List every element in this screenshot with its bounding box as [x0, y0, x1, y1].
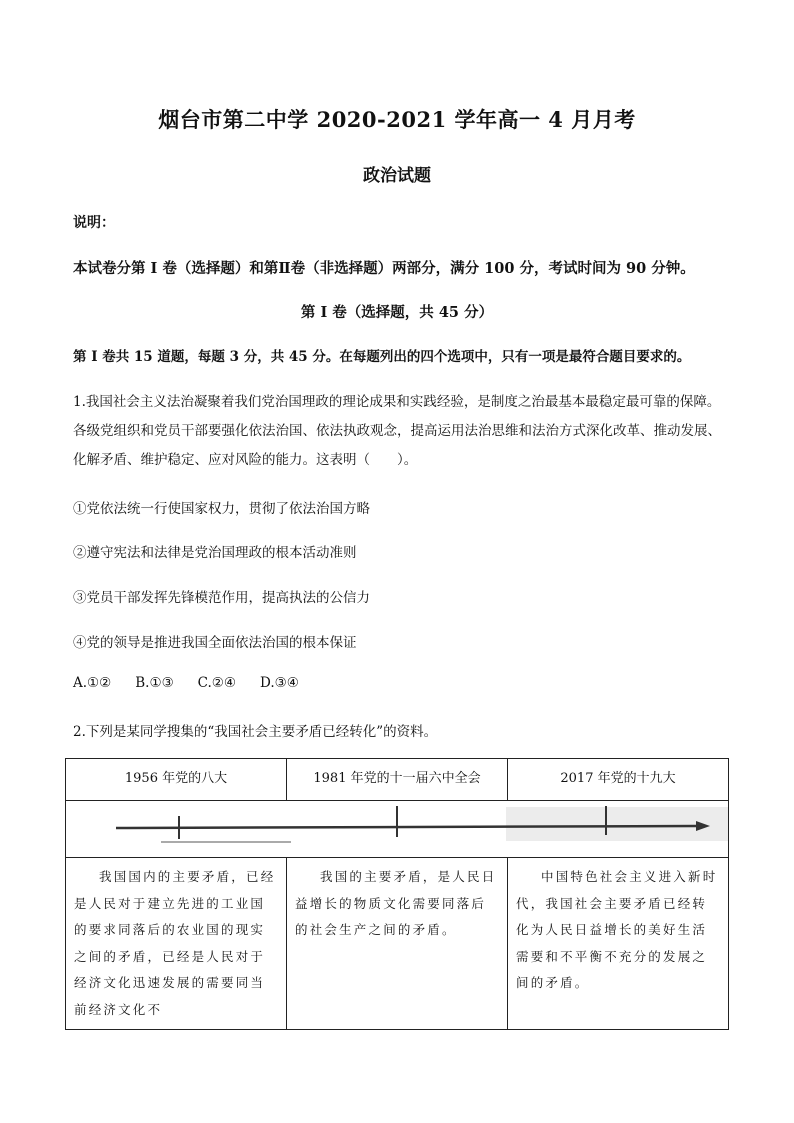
q1-statement-3: ③党员干部发挥先锋模范作用，提高执法的公信力 [73, 590, 370, 606]
contradiction-timeline-table [65, 758, 729, 1030]
q1-option-b[interactable]: B.①③ [135, 675, 174, 691]
q1-option-a[interactable]: A.①② [73, 675, 112, 691]
q1-answer-options [73, 675, 299, 691]
table-header-row [66, 759, 729, 801]
q1-statement-4: ④党的领导是推进我国全面依法治国的根本保证 [73, 635, 357, 651]
timeline-shade [506, 807, 728, 841]
timeline-arrow-graphic [66, 801, 728, 857]
table-header-1981: 1981 年党的十一届六中全会 [287, 759, 508, 801]
cell-1956-content: 我国国内的主要矛盾，已经是人民对于建立先进的工业国的要求同落后的农业国的现实之间的矛盾，已经是人民对于经济文化迅速发展的需要同当前经济文化不 [66, 858, 287, 1030]
q1-option-d[interactable]: D.③④ [260, 675, 299, 691]
timeline-axis-row [66, 801, 729, 858]
q1-statement-2: ②遵守宪法和法律是党治国理政的根本活动准则 [73, 545, 357, 561]
cell-1981-content: 我国的主要矛盾，是人民日益增长的物质文化需要同落后的社会生产之间的矛盾。 [287, 858, 508, 1030]
exam-subject: 政治试题 [363, 166, 431, 186]
notes-label: 说明： [73, 215, 115, 231]
q1-statement-1: ①党依法统一行使国家权力，贯彻了依法治国方略 [73, 501, 370, 517]
timeline-axis-cell [66, 801, 729, 858]
table-content-row [66, 858, 729, 1030]
question-1-stem: 1.我国社会主义法治凝聚着我们党治国理政的理论成果和实践经验，是制度之治最基本最稳定最可靠的保障。各级党组织和党员干部要强化依法治国、依法执政观念，提高运用法治思维和法治方式深化改革、推动发展、化解矛盾、维护稳定、应对风险的能力。这表明（ ）。 [73, 394, 721, 468]
notes-text: 本试卷分第 I 卷（选择题）和第Ⅱ卷（非选择题）两部分，满分 100 分，考试时间为 90 分钟。 [73, 260, 695, 277]
table-header-2017: 2017 年党的十九大 [508, 759, 729, 801]
table-header-1956: 1956 年党的八大 [66, 759, 287, 801]
question-2-stem: 2.下列是某同学搜集的“我国社会主要矛盾已经转化”的资料。 [73, 724, 438, 740]
q1-option-c[interactable]: C.②④ [197, 675, 237, 691]
section-heading: 第 I 卷（选择题，共 45 分） [300, 304, 494, 321]
exam-title: 烟台市第二中学 2020-2021 学年高一 4 月月考 [158, 107, 636, 132]
section-instruction: 第 I 卷共 15 道题，每题 3 分，共 45 分。在每题列出的四个选项中，只有一项是最符合题目要求的。 [73, 349, 691, 365]
cell-2017-content: 中国特色社会主义进入新时代，我国社会主要矛盾已经转化为人民日益增长的美好生活需要和不平衡不充分的发展之间的矛盾。 [508, 858, 729, 1030]
